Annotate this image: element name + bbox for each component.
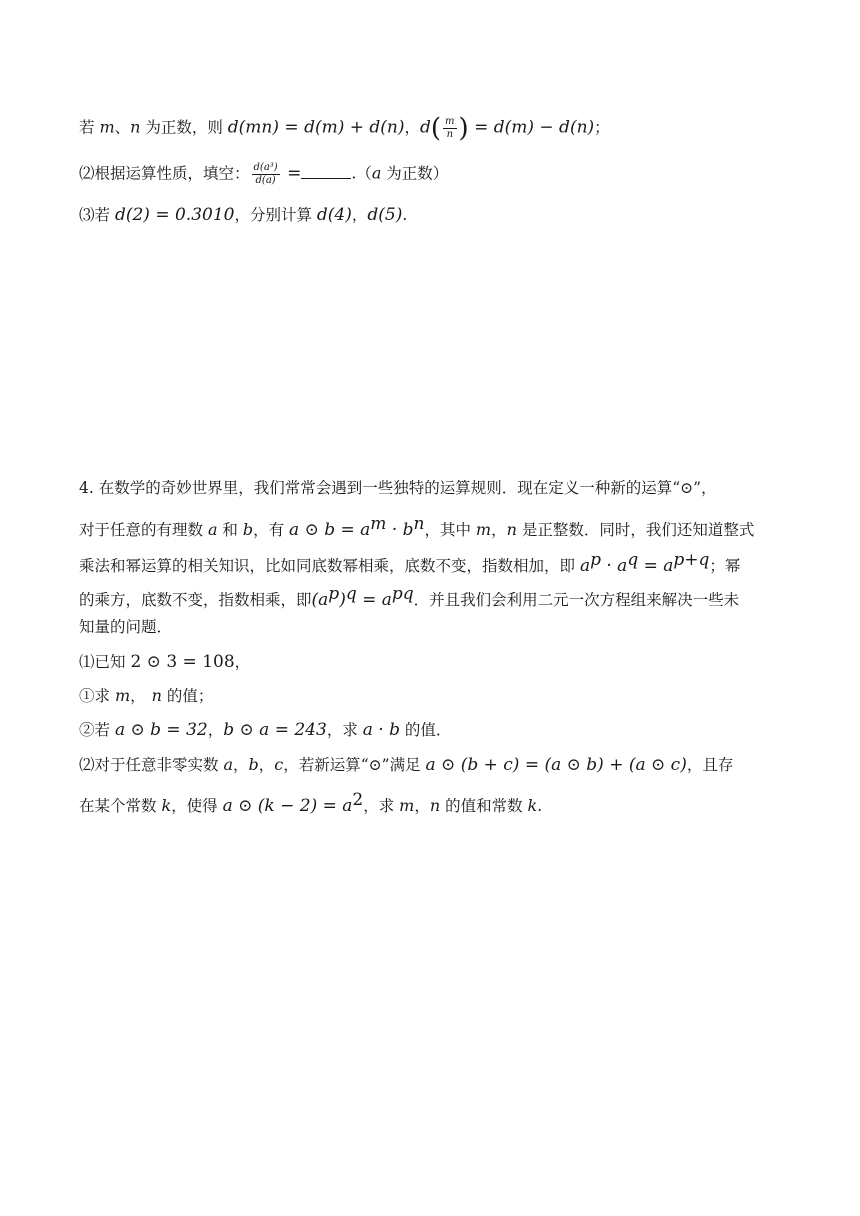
numerator: d(a³): [253, 162, 278, 173]
formula: a: [579, 556, 591, 577]
q4-paragraph-4: [79, 583, 739, 611]
var-n: n: [130, 117, 141, 137]
formula-quotient-rule: = d(m) − d(n): [468, 117, 595, 138]
q4-paragraph-3: [79, 549, 740, 577]
exponent: m: [370, 514, 387, 534]
text: 求: [94, 687, 115, 705]
formula-distributive: a ⊙ (b + c) = (a ⊙ b) + (a ⊙ c): [425, 755, 687, 775]
denominator: n: [446, 129, 454, 140]
text: ，有: [253, 521, 290, 540]
text: 知量的问题．: [79, 618, 173, 636]
text: 若: [94, 206, 115, 224]
text: ，: [207, 721, 224, 739]
numerator: m: [445, 116, 455, 127]
fraction-m-over-n: [443, 116, 456, 141]
formula-product-rule: d(mn) = d(m) + d(n): [227, 117, 405, 138]
formula: · a: [600, 556, 628, 577]
text: ，: [414, 797, 430, 816]
text: ；: [594, 118, 610, 137]
q4-paragraph-5: [79, 616, 172, 638]
text: 4. 在数学的奇妙世界里，我们常常会遇到一些独特的运算规则．现在定义一种新的运算“⊙”，: [79, 479, 717, 497]
var-a: a: [207, 520, 218, 540]
text: .: [402, 206, 408, 224]
text: ，: [234, 653, 251, 671]
exponent: 2: [352, 790, 364, 810]
question-2-line: [79, 162, 448, 187]
exponent: p+q: [673, 550, 710, 570]
text: ，求: [363, 797, 400, 816]
var-a: a: [371, 163, 382, 183]
text: 已知: [94, 653, 131, 671]
answer-blank[interactable]: [301, 165, 351, 179]
formula-d2: d(2) = 0.3010: [114, 205, 235, 225]
text: 的值和常数: [440, 797, 528, 816]
question-label: ⑵: [79, 756, 95, 774]
formula: = a: [638, 556, 674, 577]
text: ，求: [326, 721, 363, 739]
text: ，: [491, 521, 507, 540]
exponent: p: [328, 584, 340, 604]
property-line: 若 m、n 为正数，则 d(mn) = d(m) + d(n)，d( $\frac{m}{n}$ ) = d(m) − d(n)；: [79, 113, 610, 144]
formula: 2 ⊙ 3 = 108: [130, 652, 235, 672]
formula-definition: · b: [386, 520, 414, 541]
formula-definition: a ⊙ b = a: [289, 520, 371, 541]
formula: a · b: [362, 720, 400, 740]
equals-sign: =: [281, 163, 302, 184]
var-n: n: [506, 520, 517, 540]
question-label: ⑵: [79, 164, 95, 183]
exponent: pq: [391, 584, 414, 604]
formula-d5: d(5): [367, 205, 403, 225]
text: 的值．: [399, 721, 452, 739]
text: ；幂: [709, 557, 741, 576]
formula: ): [339, 590, 346, 611]
q4-sub-2-cont: [79, 789, 542, 817]
text: ，若新运算“⊙”满足: [283, 756, 426, 774]
text: ，: [404, 118, 420, 137]
var-m: m: [399, 796, 415, 816]
text: 乘法和幂运算的相关知识，比如同底数幂相乘，底数不变，指数相加，即: [79, 557, 580, 576]
q4-sub-1-2: [79, 719, 451, 741]
var-m: m: [114, 686, 131, 705]
text: ，其中: [424, 521, 476, 540]
q4-paragraph-1: [79, 477, 717, 499]
formula-d4: d(4): [316, 205, 352, 225]
denominator: d(a): [255, 175, 276, 186]
question-label: ⑴: [79, 653, 95, 671]
text: 对于任意非零实数: [94, 756, 224, 774]
question-label: ①: [79, 687, 95, 705]
text: 、: [114, 118, 131, 137]
text: ，使得: [171, 797, 223, 816]
var-k: k: [161, 796, 172, 816]
var-a: a: [223, 755, 233, 774]
var-b: b: [248, 755, 259, 774]
q4-paragraph-2: [79, 513, 754, 541]
q4-sub-2: [79, 754, 733, 776]
var-n: n: [429, 796, 441, 816]
var-m: m: [475, 520, 492, 540]
text: .（: [351, 164, 372, 183]
question-3-line: [79, 204, 407, 226]
question-label: ⑶: [79, 206, 95, 224]
formula: a ⊙ b = 32: [114, 720, 208, 740]
var-c: c: [274, 755, 284, 774]
text: ．并且我们会利用二元一次方程组来解决一些未: [413, 591, 740, 610]
text: 为正数，则: [140, 118, 228, 137]
text: 是正整数．同时，我们还知道整式: [516, 521, 755, 540]
text: ，: [258, 756, 275, 774]
text: 和: [217, 521, 243, 540]
var-m: m: [99, 117, 115, 137]
question-label: ②: [79, 721, 95, 739]
exponent: q: [345, 584, 357, 604]
formula: (a: [311, 590, 329, 611]
text: ，: [233, 756, 249, 774]
exponent: n: [413, 514, 425, 534]
fraction-d-a3-over-d-a: [252, 162, 280, 187]
text: 对于任意的有理数: [79, 521, 208, 540]
text: 在某个常数: [79, 797, 162, 816]
formula: b ⊙ a = 243: [223, 720, 327, 740]
q4-sub-1-1: [79, 685, 213, 707]
text: ，且存: [686, 756, 734, 774]
text: 若: [94, 721, 115, 739]
formula: = a: [356, 590, 392, 611]
var-k: k: [527, 796, 538, 816]
var-n: n: [151, 686, 162, 705]
var-d: d: [420, 117, 431, 138]
exponent: p: [590, 550, 601, 570]
text: ，: [351, 206, 368, 224]
text: ，: [130, 687, 146, 705]
text: 若: [79, 118, 100, 137]
text: 的值；: [161, 687, 214, 705]
text: ，分别计算: [234, 206, 317, 224]
text: 为正数）: [381, 164, 449, 183]
q4-sub-1: [79, 651, 250, 673]
text: 的乘方，底数不变，指数相乘，即: [79, 591, 312, 610]
var-b: b: [242, 520, 254, 540]
formula: a ⊙ (k − 2) = a: [222, 796, 353, 817]
text: 根据运算性质，填空：: [94, 164, 250, 183]
text: .: [537, 797, 543, 816]
exponent: q: [627, 550, 639, 570]
